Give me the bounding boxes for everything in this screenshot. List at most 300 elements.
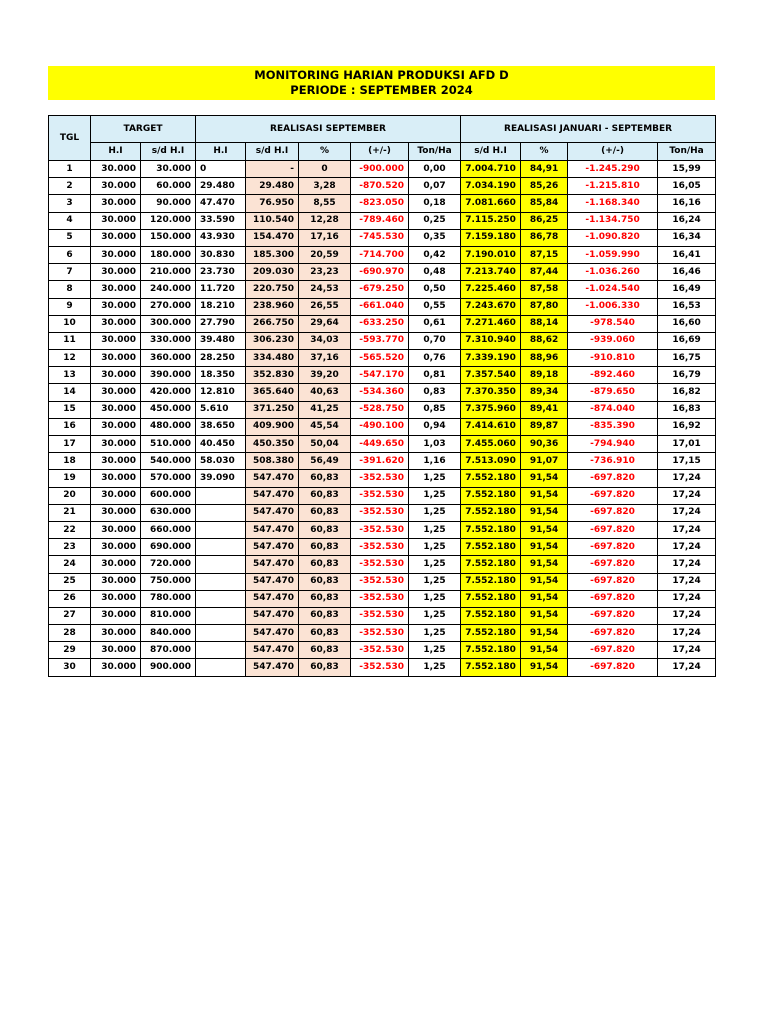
- cell-target-sd-hi: 720.000: [141, 556, 196, 573]
- cell-sept-sd-hi: 352.830: [246, 367, 299, 384]
- cell-sept-ton-ha: 1,25: [409, 470, 461, 487]
- cell-sept-percent: 8,55: [299, 195, 351, 212]
- cell-tgl: 25: [49, 573, 91, 590]
- cell-target-hi: 30.000: [91, 315, 141, 332]
- cell-target-hi: 30.000: [91, 281, 141, 298]
- cell-cum-diff: -697.820: [568, 590, 658, 607]
- cell-target-hi: 30.000: [91, 418, 141, 435]
- table-row: [49, 642, 716, 659]
- cell-sept-diff: -352.530: [351, 625, 409, 642]
- cell-tgl: 12: [49, 350, 91, 367]
- cell-sept-diff: -593.770: [351, 332, 409, 349]
- cell-target-hi: 30.000: [91, 521, 141, 538]
- cell-cum-ton-ha: 17,24: [658, 504, 716, 521]
- cell-target-sd-hi: 210.000: [141, 264, 196, 281]
- cell-sept-percent: 40,63: [299, 384, 351, 401]
- cell-sept-sd-hi: 185.300: [246, 246, 299, 263]
- cell-target-sd-hi: 570.000: [141, 470, 196, 487]
- cell-sept-ton-ha: 1,25: [409, 487, 461, 504]
- report-title: [48, 66, 715, 100]
- subheader-cum-sd-hi: s/d H.I: [461, 143, 521, 161]
- cell-cum-percent: 91,54: [521, 590, 568, 607]
- cell-target-hi: 30.000: [91, 229, 141, 246]
- cell-sept-sd-hi: 508.380: [246, 453, 299, 470]
- cell-sept-sd-hi: 547.470: [246, 659, 299, 676]
- cell-sept-ton-ha: 0,83: [409, 384, 461, 401]
- cell-sept-hi: 23.730: [196, 264, 246, 281]
- cell-sept-sd-hi: 29.480: [246, 178, 299, 195]
- cell-cum-percent: 91,54: [521, 487, 568, 504]
- cell-sept-ton-ha: 1,25: [409, 556, 461, 573]
- table-row: [49, 659, 716, 676]
- cell-tgl: 27: [49, 607, 91, 624]
- cell-cum-percent: 88,62: [521, 332, 568, 349]
- cell-sept-diff: -352.530: [351, 556, 409, 573]
- report-title-line1: MONITORING HARIAN PRODUKSI AFD D: [254, 68, 509, 82]
- cell-cum-percent: 91,54: [521, 642, 568, 659]
- cell-sept-hi: 39.480: [196, 332, 246, 349]
- cell-cum-sd-hi: 7.243.670: [461, 298, 521, 315]
- cell-target-sd-hi: 810.000: [141, 607, 196, 624]
- cell-cum-sd-hi: 7.552.180: [461, 590, 521, 607]
- cell-cum-percent: 91,07: [521, 453, 568, 470]
- cell-target-sd-hi: 150.000: [141, 229, 196, 246]
- table-row: [49, 470, 716, 487]
- cell-sept-percent: 60,83: [299, 487, 351, 504]
- table-row: [49, 539, 716, 556]
- cell-cum-percent: 89,34: [521, 384, 568, 401]
- cell-cum-sd-hi: 7.213.740: [461, 264, 521, 281]
- cell-sept-diff: -352.530: [351, 487, 409, 504]
- cell-sept-sd-hi: 238.960: [246, 298, 299, 315]
- cell-cum-diff: -1.090.820: [568, 229, 658, 246]
- cell-target-hi: 30.000: [91, 246, 141, 263]
- cell-cum-ton-ha: 16,69: [658, 332, 716, 349]
- cell-cum-percent: 86,78: [521, 229, 568, 246]
- cell-cum-sd-hi: 7.552.180: [461, 521, 521, 538]
- cell-sept-hi: [196, 625, 246, 642]
- cell-target-sd-hi: 540.000: [141, 453, 196, 470]
- cell-cum-percent: 91,54: [521, 607, 568, 624]
- cell-target-hi: 30.000: [91, 504, 141, 521]
- cell-tgl: 2: [49, 178, 91, 195]
- cell-sept-sd-hi: 547.470: [246, 521, 299, 538]
- cell-sept-ton-ha: 1,25: [409, 539, 461, 556]
- cell-target-hi: 30.000: [91, 350, 141, 367]
- cell-target-sd-hi: 240.000: [141, 281, 196, 298]
- cell-cum-diff: -697.820: [568, 539, 658, 556]
- cell-target-sd-hi: 300.000: [141, 315, 196, 332]
- cell-sept-diff: -661.040: [351, 298, 409, 315]
- cell-sept-ton-ha: 0,61: [409, 315, 461, 332]
- cell-sept-hi: 12.810: [196, 384, 246, 401]
- cell-target-hi: 30.000: [91, 264, 141, 281]
- subheader-cum-percent: %: [521, 143, 568, 161]
- cell-target-hi: 30.000: [91, 659, 141, 676]
- cell-sept-percent: 60,83: [299, 642, 351, 659]
- header-realisasi-januari-september: REALISASI JANUARI - SEPTEMBER: [461, 116, 716, 143]
- cell-cum-sd-hi: 7.357.540: [461, 367, 521, 384]
- cell-tgl: 9: [49, 298, 91, 315]
- cell-sept-sd-hi: 547.470: [246, 642, 299, 659]
- cell-sept-diff: -823.050: [351, 195, 409, 212]
- cell-cum-ton-ha: 16,53: [658, 298, 716, 315]
- cell-target-hi: 30.000: [91, 367, 141, 384]
- report-title-line2: PERIODE : SEPTEMBER 2024: [290, 83, 473, 97]
- table-row: [49, 401, 716, 418]
- cell-cum-diff: -697.820: [568, 659, 658, 676]
- cell-sept-diff: -534.360: [351, 384, 409, 401]
- cell-target-sd-hi: 30.000: [141, 161, 196, 178]
- table-row: [49, 573, 716, 590]
- cell-cum-ton-ha: 16,60: [658, 315, 716, 332]
- cell-target-hi: 30.000: [91, 436, 141, 453]
- production-table: [48, 115, 716, 677]
- cell-cum-diff: -1.168.340: [568, 195, 658, 212]
- cell-sept-percent: 24,53: [299, 281, 351, 298]
- subheader-sept-percent: %: [299, 143, 351, 161]
- cell-sept-percent: 41,25: [299, 401, 351, 418]
- cell-sept-hi: [196, 556, 246, 573]
- cell-target-hi: 30.000: [91, 642, 141, 659]
- cell-cum-percent: 87,15: [521, 246, 568, 263]
- cell-cum-ton-ha: 16,83: [658, 401, 716, 418]
- cell-tgl: 24: [49, 556, 91, 573]
- cell-cum-ton-ha: 16,34: [658, 229, 716, 246]
- cell-tgl: 13: [49, 367, 91, 384]
- table-body: [49, 161, 716, 677]
- table-row: [49, 281, 716, 298]
- cell-sept-percent: 34,03: [299, 332, 351, 349]
- cell-sept-percent: 17,16: [299, 229, 351, 246]
- cell-cum-diff: -978.540: [568, 315, 658, 332]
- cell-sept-hi: [196, 607, 246, 624]
- cell-cum-ton-ha: 16,24: [658, 212, 716, 229]
- cell-cum-ton-ha: 17,24: [658, 642, 716, 659]
- cell-sept-ton-ha: 1,25: [409, 659, 461, 676]
- cell-target-sd-hi: 60.000: [141, 178, 196, 195]
- cell-sept-diff: -352.530: [351, 573, 409, 590]
- cell-sept-diff: -449.650: [351, 436, 409, 453]
- cell-sept-hi: 39.090: [196, 470, 246, 487]
- table-row: [49, 590, 716, 607]
- cell-sept-ton-ha: 0,50: [409, 281, 461, 298]
- cell-target-sd-hi: 270.000: [141, 298, 196, 315]
- cell-cum-ton-ha: 16,46: [658, 264, 716, 281]
- cell-cum-diff: -697.820: [568, 607, 658, 624]
- cell-target-hi: 30.000: [91, 487, 141, 504]
- cell-sept-percent: 60,83: [299, 556, 351, 573]
- subheader-target-hi: H.I: [91, 143, 141, 161]
- cell-sept-ton-ha: 0,48: [409, 264, 461, 281]
- cell-sept-diff: -679.250: [351, 281, 409, 298]
- cell-sept-sd-hi: 547.470: [246, 470, 299, 487]
- cell-sept-percent: 60,83: [299, 659, 351, 676]
- cell-cum-diff: -835.390: [568, 418, 658, 435]
- cell-target-sd-hi: 870.000: [141, 642, 196, 659]
- cell-cum-diff: -697.820: [568, 642, 658, 659]
- subheader-sept-ton-ha: Ton/Ha: [409, 143, 461, 161]
- cell-cum-sd-hi: 7.552.180: [461, 573, 521, 590]
- cell-tgl: 28: [49, 625, 91, 642]
- cell-cum-percent: 91,54: [521, 504, 568, 521]
- table-row: [49, 212, 716, 229]
- cell-cum-ton-ha: 16,82: [658, 384, 716, 401]
- cell-cum-sd-hi: 7.513.090: [461, 453, 521, 470]
- cell-tgl: 18: [49, 453, 91, 470]
- cell-cum-percent: 88,96: [521, 350, 568, 367]
- cell-cum-diff: -794.940: [568, 436, 658, 453]
- cell-sept-sd-hi: -: [246, 161, 299, 178]
- cell-sept-percent: 39,20: [299, 367, 351, 384]
- cell-cum-percent: 84,91: [521, 161, 568, 178]
- cell-cum-diff: -1.024.540: [568, 281, 658, 298]
- cell-target-hi: 30.000: [91, 401, 141, 418]
- table-row: [49, 436, 716, 453]
- cell-cum-ton-ha: 17,15: [658, 453, 716, 470]
- cell-tgl: 29: [49, 642, 91, 659]
- cell-sept-ton-ha: 0,25: [409, 212, 461, 229]
- cell-cum-ton-ha: 16,05: [658, 178, 716, 195]
- table-header: [49, 116, 716, 161]
- cell-cum-ton-ha: 17,24: [658, 573, 716, 590]
- cell-target-sd-hi: 180.000: [141, 246, 196, 263]
- subheader-cum-diff: (+/-): [568, 143, 658, 161]
- cell-cum-diff: -879.650: [568, 384, 658, 401]
- cell-cum-diff: -1.036.260: [568, 264, 658, 281]
- cell-sept-sd-hi: 371.250: [246, 401, 299, 418]
- cell-sept-diff: -900.000: [351, 161, 409, 178]
- cell-target-hi: 30.000: [91, 573, 141, 590]
- cell-sept-hi: [196, 590, 246, 607]
- cell-target-hi: 30.000: [91, 470, 141, 487]
- cell-sept-hi: 18.210: [196, 298, 246, 315]
- cell-tgl: 23: [49, 539, 91, 556]
- cell-tgl: 4: [49, 212, 91, 229]
- cell-cum-percent: 91,54: [521, 659, 568, 676]
- cell-sept-hi: 40.450: [196, 436, 246, 453]
- cell-sept-sd-hi: 76.950: [246, 195, 299, 212]
- cell-sept-sd-hi: 547.470: [246, 556, 299, 573]
- cell-target-sd-hi: 510.000: [141, 436, 196, 453]
- cell-tgl: 11: [49, 332, 91, 349]
- cell-tgl: 3: [49, 195, 91, 212]
- cell-target-hi: 30.000: [91, 298, 141, 315]
- cell-sept-hi: 29.480: [196, 178, 246, 195]
- cell-sept-sd-hi: 365.640: [246, 384, 299, 401]
- cell-target-sd-hi: 450.000: [141, 401, 196, 418]
- cell-sept-ton-ha: 0,00: [409, 161, 461, 178]
- cell-sept-diff: -352.530: [351, 659, 409, 676]
- cell-target-sd-hi: 840.000: [141, 625, 196, 642]
- cell-cum-sd-hi: 7.552.180: [461, 642, 521, 659]
- table-row: [49, 384, 716, 401]
- cell-sept-diff: -352.530: [351, 590, 409, 607]
- cell-sept-hi: 47.470: [196, 195, 246, 212]
- cell-sept-percent: 20,59: [299, 246, 351, 263]
- cell-target-sd-hi: 900.000: [141, 659, 196, 676]
- cell-cum-ton-ha: 16,16: [658, 195, 716, 212]
- cell-sept-hi: [196, 539, 246, 556]
- cell-cum-diff: -697.820: [568, 504, 658, 521]
- cell-sept-diff: -352.530: [351, 521, 409, 538]
- cell-sept-ton-ha: 0,42: [409, 246, 461, 263]
- cell-sept-percent: 60,83: [299, 539, 351, 556]
- cell-sept-ton-ha: 0,70: [409, 332, 461, 349]
- cell-cum-ton-ha: 17,24: [658, 487, 716, 504]
- cell-target-hi: 30.000: [91, 539, 141, 556]
- cell-sept-sd-hi: 266.750: [246, 315, 299, 332]
- cell-sept-percent: 29,64: [299, 315, 351, 332]
- cell-sept-diff: -352.530: [351, 607, 409, 624]
- subheader-target-sd-hi: s/d H.I: [141, 143, 196, 161]
- cell-sept-percent: 50,04: [299, 436, 351, 453]
- cell-sept-diff: -789.460: [351, 212, 409, 229]
- cell-sept-sd-hi: 220.750: [246, 281, 299, 298]
- cell-tgl: 20: [49, 487, 91, 504]
- table-row: [49, 487, 716, 504]
- cell-sept-ton-ha: 0,07: [409, 178, 461, 195]
- cell-cum-sd-hi: 7.225.460: [461, 281, 521, 298]
- cell-cum-percent: 89,18: [521, 367, 568, 384]
- cell-sept-diff: -352.530: [351, 470, 409, 487]
- cell-sept-hi: 33.590: [196, 212, 246, 229]
- cell-target-sd-hi: 630.000: [141, 504, 196, 521]
- cell-cum-diff: -697.820: [568, 470, 658, 487]
- cell-tgl: 17: [49, 436, 91, 453]
- cell-sept-ton-ha: 1,25: [409, 642, 461, 659]
- table-row: [49, 264, 716, 281]
- cell-cum-sd-hi: 7.552.180: [461, 539, 521, 556]
- cell-cum-sd-hi: 7.081.660: [461, 195, 521, 212]
- cell-sept-diff: -490.100: [351, 418, 409, 435]
- cell-sept-diff: -352.530: [351, 504, 409, 521]
- header-target: TARGET: [91, 116, 196, 143]
- cell-cum-percent: 87,58: [521, 281, 568, 298]
- cell-target-hi: 30.000: [91, 332, 141, 349]
- cell-sept-diff: -633.250: [351, 315, 409, 332]
- cell-sept-sd-hi: 209.030: [246, 264, 299, 281]
- table-row: [49, 246, 716, 263]
- cell-tgl: 10: [49, 315, 91, 332]
- cell-tgl: 7: [49, 264, 91, 281]
- cell-target-sd-hi: 780.000: [141, 590, 196, 607]
- cell-sept-percent: 60,83: [299, 573, 351, 590]
- cell-tgl: 8: [49, 281, 91, 298]
- cell-cum-percent: 91,54: [521, 539, 568, 556]
- cell-target-hi: 30.000: [91, 195, 141, 212]
- cell-cum-sd-hi: 7.375.960: [461, 401, 521, 418]
- cell-cum-percent: 89,87: [521, 418, 568, 435]
- cell-sept-percent: 3,28: [299, 178, 351, 195]
- cell-target-sd-hi: 330.000: [141, 332, 196, 349]
- cell-sept-sd-hi: 547.470: [246, 487, 299, 504]
- cell-tgl: 19: [49, 470, 91, 487]
- cell-cum-percent: 91,54: [521, 625, 568, 642]
- cell-cum-sd-hi: 7.552.180: [461, 607, 521, 624]
- cell-cum-diff: -697.820: [568, 573, 658, 590]
- subheader-cum-ton-ha: Ton/Ha: [658, 143, 716, 161]
- cell-cum-ton-ha: 17,24: [658, 556, 716, 573]
- cell-cum-sd-hi: 7.552.180: [461, 504, 521, 521]
- cell-target-hi: 30.000: [91, 453, 141, 470]
- cell-cum-diff: -892.460: [568, 367, 658, 384]
- cell-tgl: 21: [49, 504, 91, 521]
- cell-sept-sd-hi: 154.470: [246, 229, 299, 246]
- cell-target-hi: 30.000: [91, 625, 141, 642]
- cell-sept-sd-hi: 547.470: [246, 573, 299, 590]
- table-row: [49, 521, 716, 538]
- cell-target-sd-hi: 120.000: [141, 212, 196, 229]
- cell-sept-hi: 0: [196, 161, 246, 178]
- cell-sept-diff: -565.520: [351, 350, 409, 367]
- cell-cum-sd-hi: 7.004.710: [461, 161, 521, 178]
- cell-cum-percent: 85,84: [521, 195, 568, 212]
- cell-cum-diff: -874.040: [568, 401, 658, 418]
- cell-cum-diff: -1.134.750: [568, 212, 658, 229]
- cell-sept-ton-ha: 1,16: [409, 453, 461, 470]
- cell-sept-percent: 12,28: [299, 212, 351, 229]
- cell-cum-percent: 87,80: [521, 298, 568, 315]
- cell-cum-ton-ha: 16,79: [658, 367, 716, 384]
- cell-sept-hi: 30.830: [196, 246, 246, 263]
- cell-sept-percent: 0: [299, 161, 351, 178]
- cell-sept-diff: -745.530: [351, 229, 409, 246]
- cell-cum-ton-ha: 16,41: [658, 246, 716, 263]
- cell-sept-diff: -547.170: [351, 367, 409, 384]
- cell-sept-ton-ha: 0,35: [409, 229, 461, 246]
- cell-sept-percent: 60,83: [299, 470, 351, 487]
- cell-target-sd-hi: 90.000: [141, 195, 196, 212]
- cell-sept-ton-ha: 1,25: [409, 607, 461, 624]
- cell-sept-sd-hi: 547.470: [246, 539, 299, 556]
- cell-cum-diff: -736.910: [568, 453, 658, 470]
- cell-sept-sd-hi: 547.470: [246, 504, 299, 521]
- cell-cum-percent: 88,14: [521, 315, 568, 332]
- cell-tgl: 16: [49, 418, 91, 435]
- table-row: [49, 556, 716, 573]
- cell-cum-sd-hi: 7.455.060: [461, 436, 521, 453]
- cell-tgl: 14: [49, 384, 91, 401]
- cell-target-hi: 30.000: [91, 590, 141, 607]
- cell-tgl: 22: [49, 521, 91, 538]
- table-row: [49, 332, 716, 349]
- cell-sept-hi: 28.250: [196, 350, 246, 367]
- cell-sept-sd-hi: 547.470: [246, 625, 299, 642]
- cell-cum-ton-ha: 17,24: [658, 470, 716, 487]
- cell-sept-diff: -352.530: [351, 539, 409, 556]
- cell-sept-diff: -528.750: [351, 401, 409, 418]
- cell-sept-sd-hi: 110.540: [246, 212, 299, 229]
- cell-sept-percent: 37,16: [299, 350, 351, 367]
- cell-cum-ton-ha: 17,01: [658, 436, 716, 453]
- cell-target-hi: 30.000: [91, 384, 141, 401]
- cell-target-hi: 30.000: [91, 607, 141, 624]
- cell-cum-percent: 87,44: [521, 264, 568, 281]
- cell-cum-diff: -697.820: [568, 556, 658, 573]
- cell-sept-hi: 27.790: [196, 315, 246, 332]
- cell-sept-hi: 5.610: [196, 401, 246, 418]
- table-row: [49, 229, 716, 246]
- cell-cum-diff: -1.245.290: [568, 161, 658, 178]
- cell-target-hi: 30.000: [91, 556, 141, 573]
- cell-cum-ton-ha: 17,24: [658, 607, 716, 624]
- cell-target-hi: 30.000: [91, 161, 141, 178]
- cell-target-sd-hi: 420.000: [141, 384, 196, 401]
- cell-cum-sd-hi: 7.552.180: [461, 625, 521, 642]
- cell-cum-percent: 85,26: [521, 178, 568, 195]
- cell-cum-ton-ha: 17,24: [658, 659, 716, 676]
